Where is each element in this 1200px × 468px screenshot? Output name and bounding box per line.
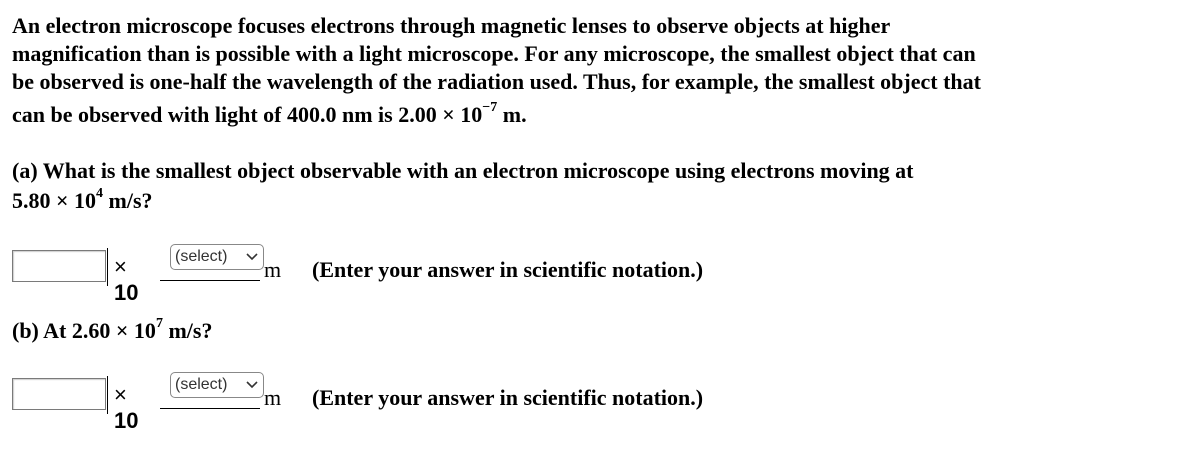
exponent-a-selected: (select) bbox=[175, 248, 228, 265]
question-a-speed bbox=[12, 186, 914, 216]
exponent-baseline bbox=[160, 408, 260, 409]
exponent-baseline bbox=[160, 280, 260, 281]
answer-b-input[interactable] bbox=[12, 378, 106, 410]
intro-exponent: −7 bbox=[482, 99, 498, 115]
unit-label-b: m bbox=[264, 385, 282, 410]
hint-b: (Enter your answer in scientific notation.) bbox=[312, 385, 704, 410]
ten-label: 10 bbox=[114, 408, 139, 433]
intro-line-4-text: can be observed with light of 400.0 nm is 2.00 × 10 bbox=[12, 102, 483, 127]
exponent-b-selected: (select) bbox=[175, 376, 228, 393]
intro-line-2: magnification than is possible with a light microscope. For any microscope, the smallest object that can bbox=[12, 41, 976, 66]
problem-statement bbox=[12, 12, 1192, 129]
intro-line-3: be observed is one-half the wavelength of the radiation used. Thus, for example, the smallest object that bbox=[12, 69, 981, 94]
times-ten-label bbox=[114, 382, 138, 434]
exponent-a-select[interactable] bbox=[170, 244, 264, 270]
speed-unit: m/s? bbox=[103, 188, 153, 213]
ten-label: 10 bbox=[114, 280, 139, 305]
chevron-down-icon bbox=[241, 246, 263, 268]
question-b bbox=[12, 316, 212, 346]
times-ten-label bbox=[114, 254, 138, 306]
intro-line-4-end: m. bbox=[497, 102, 527, 127]
divider bbox=[107, 376, 108, 414]
times-symbol: × bbox=[114, 382, 127, 407]
intro-line-4 bbox=[12, 101, 1192, 129]
times-symbol: × bbox=[114, 254, 127, 279]
answer-a-input[interactable] bbox=[12, 250, 106, 282]
question-b-exponent: 7 bbox=[155, 315, 163, 331]
speed-mantissa: 5.80 × 10 bbox=[12, 188, 97, 213]
exponent-b-select[interactable] bbox=[170, 372, 264, 398]
intro-line-1: An electron microscope focuses electrons through magnetic lenses to observe objects at higher bbox=[12, 13, 891, 38]
question-a-text: (a) What is the smallest object observable with an electron microscope using electrons moving at bbox=[12, 158, 914, 183]
question-b-unit: m/s? bbox=[162, 318, 213, 343]
question-a bbox=[12, 156, 914, 216]
speed-exponent: 4 bbox=[96, 185, 104, 201]
question-b-text: (b) At 2.60 × 10 bbox=[12, 318, 156, 343]
chevron-down-icon bbox=[241, 374, 263, 396]
hint-a: (Enter your answer in scientific notation.) bbox=[312, 257, 704, 282]
unit-label-a: m bbox=[264, 257, 282, 282]
divider bbox=[107, 248, 108, 286]
